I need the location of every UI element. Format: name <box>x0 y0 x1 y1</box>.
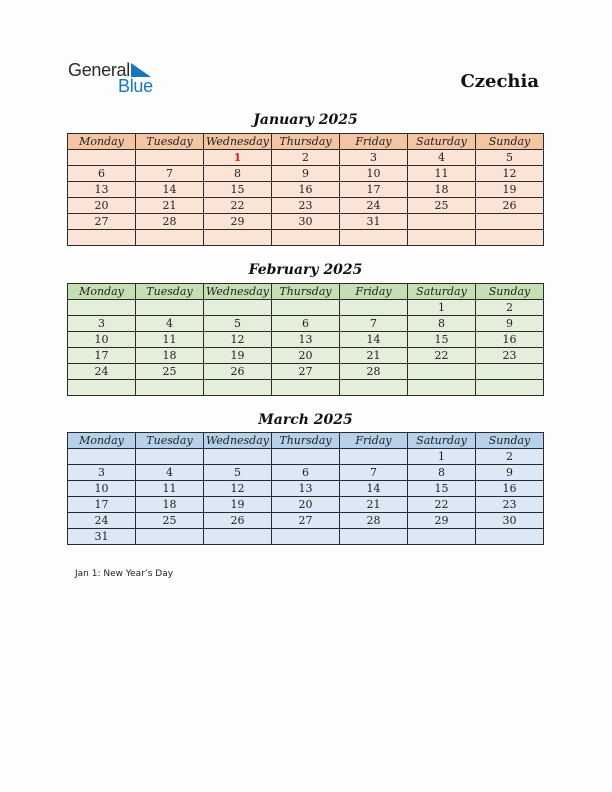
weekday-header-tuesday: Tuesday <box>136 134 204 150</box>
empty-day-cell <box>476 230 544 246</box>
day-cell: 26 <box>204 364 272 380</box>
empty-day-cell <box>68 300 136 316</box>
day-cell: 5 <box>204 316 272 332</box>
day-cell: 2 <box>476 300 544 316</box>
month-title-february: February 2025 <box>248 262 363 278</box>
weekday-header-tuesday: Tuesday <box>136 284 204 300</box>
day-cell: 1 <box>408 300 476 316</box>
day-cell: 10 <box>340 166 408 182</box>
weekday-header-monday: Monday <box>68 284 136 300</box>
day-cell: 11 <box>136 481 204 497</box>
day-cell: 19 <box>204 497 272 513</box>
day-cell: 10 <box>68 481 136 497</box>
day-cell: 18 <box>136 497 204 513</box>
day-cell: 14 <box>340 481 408 497</box>
day-cell: 11 <box>136 332 204 348</box>
empty-day-cell <box>476 529 544 545</box>
day-cell: 4 <box>136 316 204 332</box>
day-cell: 4 <box>408 150 476 166</box>
day-cell: 6 <box>68 166 136 182</box>
empty-day-cell <box>68 380 136 396</box>
day-cell: 15 <box>408 481 476 497</box>
holiday-day-cell: 1 <box>204 150 272 166</box>
day-cell: 17 <box>68 497 136 513</box>
day-cell: 13 <box>272 332 340 348</box>
weekday-header-sunday: Sunday <box>476 134 544 150</box>
day-cell: 23 <box>272 198 340 214</box>
empty-day-cell <box>272 529 340 545</box>
empty-day-cell <box>136 529 204 545</box>
calendar-january <box>67 133 544 246</box>
empty-day-cell <box>204 230 272 246</box>
weekday-header-saturday: Saturday <box>408 284 476 300</box>
day-cell: 15 <box>408 332 476 348</box>
day-cell: 27 <box>68 214 136 230</box>
week-row <box>68 316 544 332</box>
day-cell: 30 <box>476 513 544 529</box>
day-cell: 7 <box>340 465 408 481</box>
weekday-header-row <box>68 134 544 150</box>
month-title-january: January 2025 <box>253 112 358 128</box>
month-title-march: March 2025 <box>258 412 353 428</box>
logo-text-general: General <box>68 60 130 80</box>
weekday-header-friday: Friday <box>340 134 408 150</box>
empty-day-cell <box>136 150 204 166</box>
logo-text-blue: Blue <box>118 76 153 96</box>
day-cell: 3 <box>68 465 136 481</box>
empty-day-cell <box>408 214 476 230</box>
day-cell: 25 <box>408 198 476 214</box>
empty-day-cell <box>340 449 408 465</box>
day-cell: 2 <box>476 449 544 465</box>
day-cell: 28 <box>340 513 408 529</box>
weekday-header-row <box>68 433 544 449</box>
day-cell: 16 <box>272 182 340 198</box>
day-cell: 9 <box>476 465 544 481</box>
day-cell: 23 <box>476 497 544 513</box>
day-cell: 8 <box>408 465 476 481</box>
day-cell: 19 <box>476 182 544 198</box>
day-cell: 16 <box>476 332 544 348</box>
day-cell: 3 <box>68 316 136 332</box>
empty-day-cell <box>68 230 136 246</box>
day-cell: 21 <box>340 497 408 513</box>
week-row <box>68 166 544 182</box>
weekday-header-friday: Friday <box>340 284 408 300</box>
day-cell: 14 <box>136 182 204 198</box>
day-cell: 13 <box>272 481 340 497</box>
empty-day-cell <box>408 230 476 246</box>
day-cell: 12 <box>204 332 272 348</box>
week-row <box>68 182 544 198</box>
day-cell: 28 <box>340 364 408 380</box>
day-cell: 27 <box>272 364 340 380</box>
day-cell: 10 <box>68 332 136 348</box>
calendar-march <box>67 432 544 545</box>
empty-day-cell <box>204 449 272 465</box>
day-cell: 8 <box>204 166 272 182</box>
empty-day-cell <box>272 449 340 465</box>
day-cell: 8 <box>408 316 476 332</box>
weekday-header-wednesday: Wednesday <box>204 284 272 300</box>
weekday-header-row <box>68 284 544 300</box>
week-row <box>68 481 544 497</box>
day-cell: 22 <box>408 497 476 513</box>
day-cell: 22 <box>408 348 476 364</box>
day-cell: 17 <box>340 182 408 198</box>
day-cell: 6 <box>272 465 340 481</box>
empty-day-cell <box>476 364 544 380</box>
holiday-note: Jan 1: New Year’s Day <box>75 569 174 579</box>
empty-day-cell <box>408 529 476 545</box>
week-row <box>68 300 544 316</box>
empty-day-cell <box>340 300 408 316</box>
weekday-header-monday: Monday <box>68 433 136 449</box>
day-cell: 20 <box>68 198 136 214</box>
weekday-header-tuesday: Tuesday <box>136 433 204 449</box>
day-cell: 24 <box>68 364 136 380</box>
week-row <box>68 348 544 364</box>
weekday-header-friday: Friday <box>340 433 408 449</box>
day-cell: 28 <box>136 214 204 230</box>
day-cell: 15 <box>204 182 272 198</box>
empty-day-cell <box>136 449 204 465</box>
day-cell: 29 <box>204 214 272 230</box>
day-cell: 12 <box>204 481 272 497</box>
day-cell: 21 <box>340 348 408 364</box>
empty-day-cell <box>476 380 544 396</box>
week-row <box>68 449 544 465</box>
day-cell: 27 <box>272 513 340 529</box>
week-row <box>68 198 544 214</box>
day-cell: 24 <box>68 513 136 529</box>
weekday-header-sunday: Sunday <box>476 433 544 449</box>
weekday-header-thursday: Thursday <box>272 134 340 150</box>
day-cell: 14 <box>340 332 408 348</box>
day-cell: 25 <box>136 364 204 380</box>
day-cell: 31 <box>68 529 136 545</box>
empty-day-cell <box>340 380 408 396</box>
empty-day-cell <box>204 380 272 396</box>
day-cell: 16 <box>476 481 544 497</box>
empty-day-cell <box>272 300 340 316</box>
day-cell: 5 <box>204 465 272 481</box>
week-row <box>68 465 544 481</box>
day-cell: 7 <box>340 316 408 332</box>
weekday-header-saturday: Saturday <box>408 134 476 150</box>
empty-day-cell <box>272 230 340 246</box>
day-cell: 12 <box>476 166 544 182</box>
day-cell: 29 <box>408 513 476 529</box>
day-cell: 4 <box>136 465 204 481</box>
calendar-february <box>67 283 544 396</box>
day-cell: 5 <box>476 150 544 166</box>
weekday-header-monday: Monday <box>68 134 136 150</box>
day-cell: 11 <box>408 166 476 182</box>
empty-day-cell <box>204 529 272 545</box>
weekday-header-wednesday: Wednesday <box>204 433 272 449</box>
week-row <box>68 380 544 396</box>
empty-day-cell <box>408 364 476 380</box>
day-cell: 20 <box>272 348 340 364</box>
week-row <box>68 150 544 166</box>
day-cell: 30 <box>272 214 340 230</box>
day-cell: 17 <box>68 348 136 364</box>
day-cell: 18 <box>408 182 476 198</box>
weekday-header-thursday: Thursday <box>272 433 340 449</box>
empty-day-cell <box>272 380 340 396</box>
day-cell: 9 <box>476 316 544 332</box>
weekday-header-saturday: Saturday <box>408 433 476 449</box>
day-cell: 24 <box>340 198 408 214</box>
week-row <box>68 230 544 246</box>
weekday-header-thursday: Thursday <box>272 284 340 300</box>
day-cell: 31 <box>340 214 408 230</box>
day-cell: 6 <box>272 316 340 332</box>
logo-triangle-icon <box>131 63 151 77</box>
day-cell: 2 <box>272 150 340 166</box>
day-cell: 23 <box>476 348 544 364</box>
week-row <box>68 529 544 545</box>
day-cell: 18 <box>136 348 204 364</box>
day-cell: 7 <box>136 166 204 182</box>
empty-day-cell <box>136 230 204 246</box>
day-cell: 9 <box>272 166 340 182</box>
empty-day-cell <box>136 300 204 316</box>
day-cell: 20 <box>272 497 340 513</box>
week-row <box>68 332 544 348</box>
empty-day-cell <box>68 449 136 465</box>
week-row <box>68 513 544 529</box>
weekday-header-wednesday: Wednesday <box>204 134 272 150</box>
day-cell: 25 <box>136 513 204 529</box>
country-title: Czechia <box>460 71 539 92</box>
day-cell: 26 <box>476 198 544 214</box>
day-cell: 1 <box>408 449 476 465</box>
day-cell: 21 <box>136 198 204 214</box>
week-row <box>68 497 544 513</box>
empty-day-cell <box>476 214 544 230</box>
empty-day-cell <box>136 380 204 396</box>
day-cell: 26 <box>204 513 272 529</box>
weekday-header-sunday: Sunday <box>476 284 544 300</box>
day-cell: 22 <box>204 198 272 214</box>
week-row <box>68 214 544 230</box>
generalblue-logo <box>68 60 168 96</box>
empty-day-cell <box>68 150 136 166</box>
empty-day-cell <box>204 300 272 316</box>
day-cell: 19 <box>204 348 272 364</box>
day-cell: 13 <box>68 182 136 198</box>
week-row <box>68 364 544 380</box>
empty-day-cell <box>408 380 476 396</box>
day-cell: 3 <box>340 150 408 166</box>
empty-day-cell <box>340 230 408 246</box>
empty-day-cell <box>340 529 408 545</box>
